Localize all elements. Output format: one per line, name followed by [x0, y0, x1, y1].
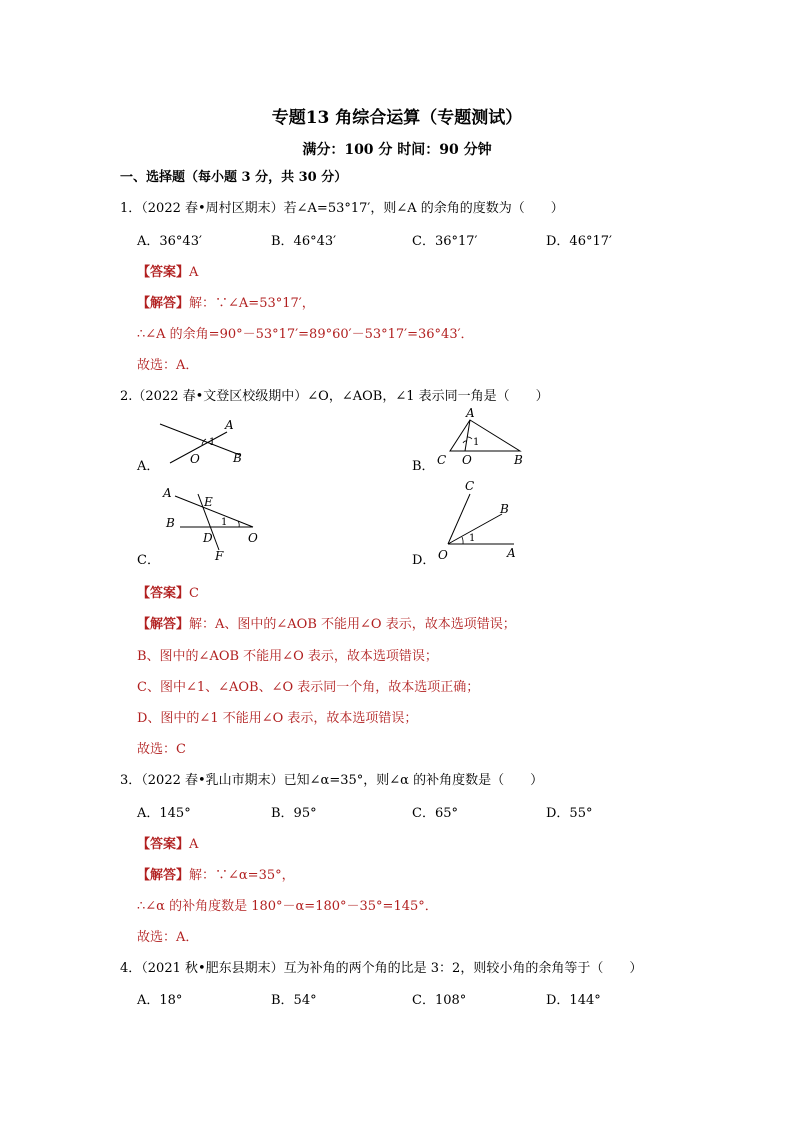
q1-stem: 1．（2022 春•周村区期末）若∠A=53°17′，则∠A 的余角的度数为（ ） — [120, 201, 564, 216]
q2-analysis-2: B、图中的∠AOB 不能用∠O 表示，故本选项错误； — [137, 649, 438, 664]
q1-analysis-2: ∴∠A 的余角=90°－53°17′=89°60′－53°17′=36°43′． — [137, 327, 474, 342]
fig-b-label-b: B — [514, 453, 523, 467]
q1-analysis-3: 故选：A． — [137, 358, 199, 373]
q3-option-b: B．95° — [271, 806, 317, 821]
q3-analysis-2: ∴∠α 的补角度数是 180°－α=180°－35°=145°． — [137, 899, 438, 914]
q1-option-c: C．36°17′ — [412, 234, 478, 249]
q2-stem: 2.（2022 春•文登区校级期中）∠O，∠AOB，∠1 表示同一角是（ ） — [120, 389, 549, 404]
score-time-line: 满分：100 分 时间：90 分钟 — [302, 142, 492, 158]
q3-option-c: C．65° — [412, 806, 458, 821]
q2-analysis-4: D、图中的∠1 不能用∠O 表示，故本选项错误； — [137, 711, 418, 726]
q1-option-d: D．46°17′ — [546, 234, 612, 249]
fig-c-label-f: F — [215, 549, 224, 562]
q3-option-d: D．55° — [546, 806, 593, 821]
q2-answer-value: C — [189, 586, 199, 601]
q2-answer-tag: 【答案】 — [137, 586, 190, 601]
q4-option-d: D．144° — [546, 993, 601, 1008]
q2-option-a: A． — [137, 459, 160, 474]
fig-d-label-1: 1 — [469, 533, 476, 544]
fig-d-label-o: O — [438, 548, 448, 562]
q4-option-c: C．108° — [412, 993, 467, 1008]
fig-c-label-a: A — [163, 486, 172, 500]
fig-a-label-b: B — [233, 451, 242, 465]
fig-b-label-a: A — [466, 406, 475, 420]
fig-c-label-1: 1 — [221, 517, 228, 528]
q2-analysis-3: C、图中∠1、∠AOB、∠O 表示同一个角，故本选项正确； — [137, 680, 480, 695]
q3-analysis-1 — [137, 864, 295, 883]
q3-analysis-text: 解：∵∠α=35°， — [189, 868, 295, 883]
q2-answer — [137, 582, 199, 601]
q3-analysis-3: 故选：A． — [137, 930, 199, 945]
q2-option-d: D． — [412, 553, 436, 568]
q1-option-b: B．46°43′ — [271, 234, 337, 249]
section-heading: 一、选择题（每小题 3 分，共 30 分） — [120, 170, 348, 185]
q3-answer-tag: 【答案】 — [137, 837, 190, 852]
q3-answer-value: A — [189, 837, 199, 852]
q2-figure-d — [432, 477, 532, 562]
fig-d-label-c: C — [465, 479, 475, 493]
fig-b-label-1: 1 — [473, 437, 480, 448]
q2-figure-c — [158, 480, 268, 562]
fig-c-label-d: D — [203, 531, 213, 545]
q3-option-a: A．145° — [137, 806, 191, 821]
q3-analysis-tag: 【解答】 — [137, 868, 190, 883]
q1-answer-value: A — [189, 265, 199, 280]
q1-analysis-text: 解：∵∠A=53°17′， — [189, 296, 315, 311]
q2-option-c: C． — [137, 553, 160, 568]
q1-answer — [137, 261, 198, 280]
q2-analysis-tag: 【解答】 — [137, 617, 190, 632]
q2-analysis-text: 解：A、图中的∠AOB 不能用∠O 表示，故本选项错误； — [189, 617, 516, 632]
q4-option-b: B．54° — [271, 993, 317, 1008]
q2-analysis-5: 故选：C — [137, 742, 186, 757]
q4-stem: 4．（2021 秋•肥东县期末）互为补角的两个角的比是 3：2，则较小角的余角等于（ ） — [120, 961, 643, 976]
q4-option-a: A．18° — [137, 993, 183, 1008]
fig-b-label-o: O — [462, 453, 472, 467]
fig-d-label-a: A — [507, 546, 516, 560]
fig-a-label-1: 1 — [209, 437, 216, 448]
q2-figure-a — [155, 415, 255, 470]
page-title: 专题13 角综合运算（专题测试） — [271, 108, 523, 128]
fig-c-label-o: O — [248, 531, 258, 545]
q1-option-a: A．36°43′ — [137, 234, 202, 249]
fig-c-label-b: B — [166, 516, 175, 530]
q2-option-b: B． — [412, 459, 435, 474]
fig-b-label-c: C — [437, 453, 447, 467]
q2-figure-b — [432, 403, 532, 468]
fig-d-label-b: B — [500, 502, 509, 516]
fig-c-label-e: E — [204, 495, 213, 509]
q1-analysis-tag: 【解答】 — [137, 296, 190, 311]
q1-answer-tag: 【答案】 — [137, 265, 190, 280]
q3-answer — [137, 833, 198, 852]
q2-analysis-1 — [137, 613, 516, 632]
q3-stem: 3．（2022 春•乳山市期末）已知∠α=35°，则∠α 的补角度数是（ ） — [120, 773, 544, 788]
fig-a-label-a: A — [225, 418, 234, 432]
q1-analysis-1 — [137, 292, 315, 311]
fig-a-label-o: O — [190, 452, 200, 466]
